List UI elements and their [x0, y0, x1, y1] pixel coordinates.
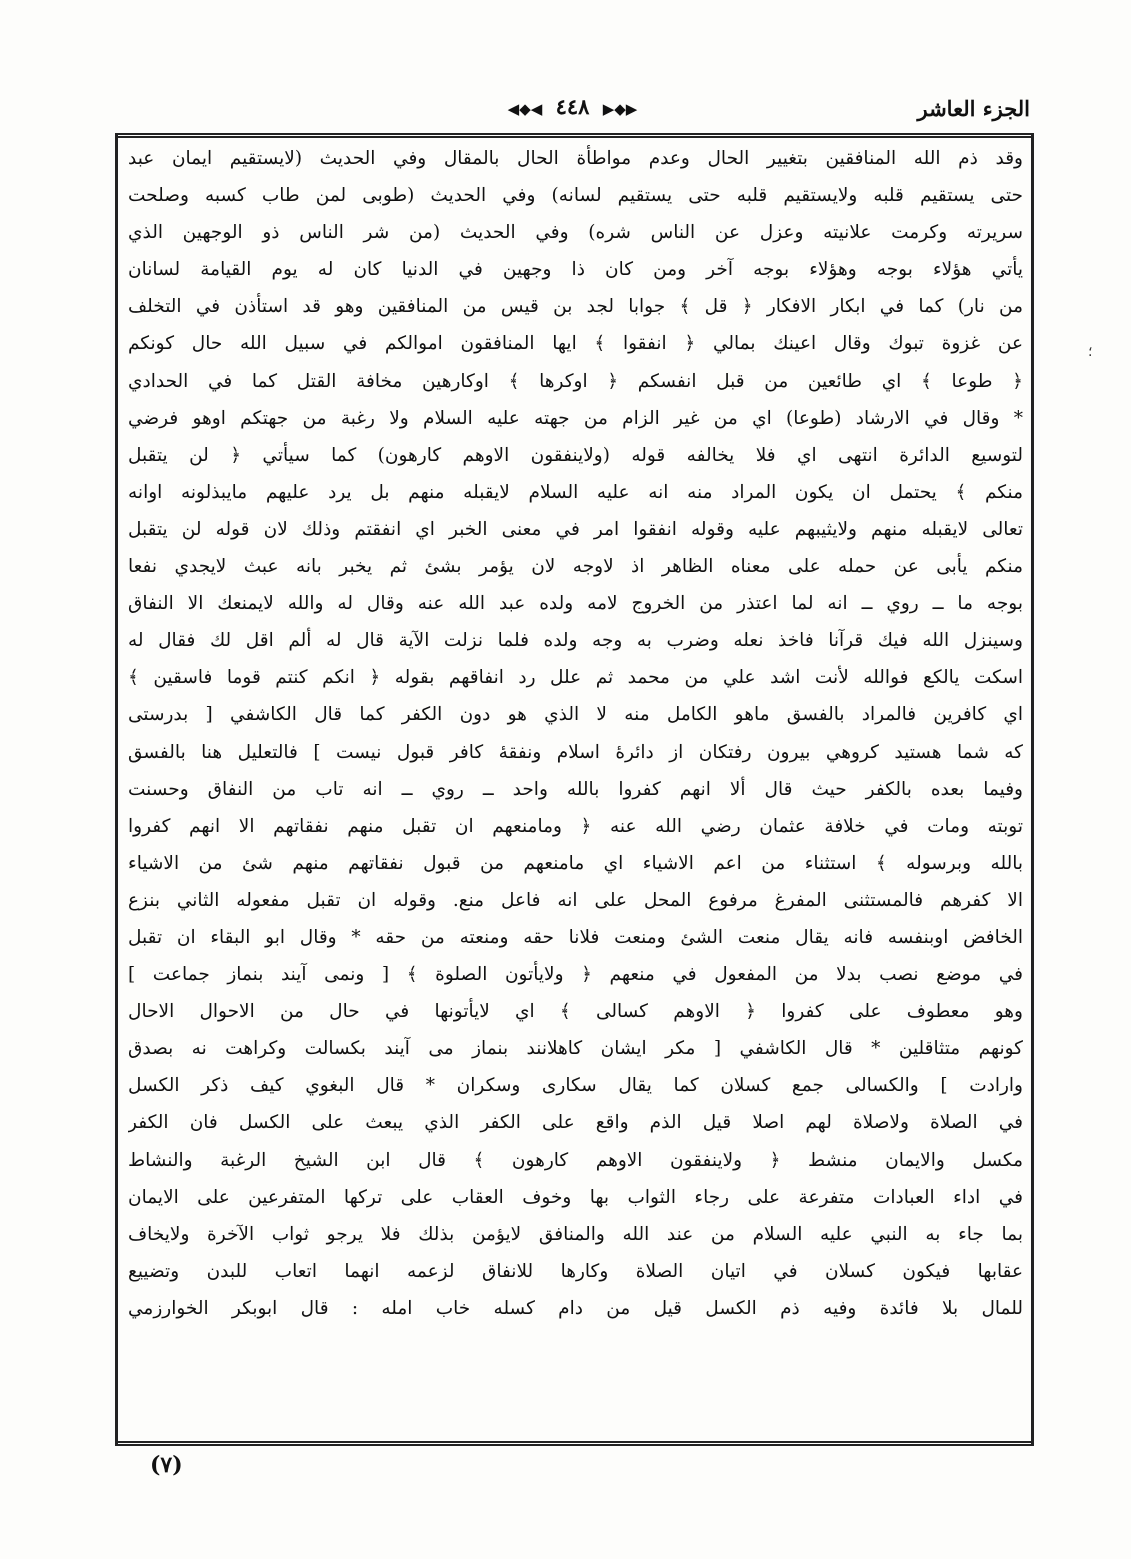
- body-text: [128, 140, 1023, 1440]
- text-line: سريرته وكرمت علانيته وعزل عن الناس شره) وفي الحديث (من شر الناس ذو الوجهين الذي: [128, 222, 1023, 244]
- part-title: الجزء العاشر: [917, 96, 1030, 121]
- text-line: بوجه ما ــ روي ــ انه لما اعتذر من الخروج لامه ولده عبد الله عنه وقال له والله لايمنعك الا النفاق: [128, 593, 1023, 615]
- frame-rule-right: [1031, 133, 1034, 1446]
- text-line: ﴿ طوعا ﴾ اي طائعين من قبل انفسكم ﴿ اوكرها ﴾ اوكارهين مخافة القتل كما في الحدادي: [128, 370, 1023, 392]
- text-line: عن غزوة تبوك وقال اعينك بمالي ﴿ انفقوا ﴾ ايها المنافقون اموالكم في سبيل الله حال كونكم: [128, 333, 1023, 355]
- text-line: كونهم متثاقلين * قال الكاشفي [ مكر ايشان كاهلانند بنماز مى آيند بكسالت وكراهت نه بصدق: [128, 1038, 1023, 1060]
- text-line: الخافض اوبنفسه فانه يقال منعت الشئ ومنعت فلانا حقه ومنعته من حقه * وقال ابو البقاء ان تقبل: [128, 926, 1023, 948]
- text-line: توبته ومات في خلافة عثمان رضي الله عنه ﴿ ومامنعهم ان تقبل منهم نفقاتهم الا انهم كفروا: [128, 815, 1023, 837]
- page-header: [115, 92, 1030, 134]
- text-line: منكم يأبى عن حمله على معناه الظاهر اذ لاوجه لان يؤمر بشئ ثم يخبر بانه عبث لايجدي نفعا: [128, 556, 1023, 578]
- text-line: وفيما بعده بالكفر حيث قال ألا انهم كفروا بالله واحد ــ روي ــ انه تاب من النفاق وحسنت: [128, 778, 1023, 800]
- text-line: في الصلاة ولاصلاة لهم اصلا قيل الذم واقع على الكفر الذي يبعث على الكسل فان الكفر: [128, 1112, 1023, 1134]
- text-line: من نار) كما في ابكار الافكار ﴿ قل ﴾ جوابا لجد بن قيس من المنافقين وهو قد استأذن في التخلف: [128, 296, 1023, 318]
- text-line: منكم ﴾ يحتمل ان يكون المراد منه انه عليه السلام لايقبله منهم بل يرد عليهم مايبذلونه اوانه: [128, 481, 1023, 503]
- text-line: مكسل والايمان منشط ﴿ ولاينفقون الاوهم كارهون ﴾ قال ابن الشيخ الرغبة والنشاط: [128, 1149, 1023, 1171]
- text-line: وهو معطوف على كفروا ﴿ الاوهم كسالى ﴾ اي لايأتونها في حال من الاحوال الاحال: [128, 1001, 1023, 1023]
- text-line: كه شما هستيد كروهي بيرون رفتكان از دائرهٔ اسلام ونفقهٔ كافر قبول نيست ] فالتعليل هنا بالفسق: [128, 741, 1023, 763]
- text-line: وارادت ] والكسالى جمع كسلان كما يقال سكارى وسكران * قال البغوي كيف ذكر الكسل: [128, 1075, 1023, 1097]
- text-line: لتوسيع الدائرة انتهى اي فلا يخالفه قوله (ولاينفقون الاوهم كارهون) كما سيأتي ﴿ لن يتقبل: [128, 444, 1023, 466]
- text-line: تعالى لايقبله منهم ولايثيبهم عليه وقوله انفقوا امر في معنى الخبر اي انفقتم وذلك لان قوله لن يتقبل: [128, 518, 1023, 540]
- text-line: حتى يستقيم قلبه ولايستقيم قلبه حتى يستقيم لسانه) وفي الحديث (طوبى لمن طاب كسبه وصلحت: [128, 185, 1023, 207]
- text-line: اسكت يالكع فوالله لأنت اشد علي من محمد ثم علل رد انفاقهم بقوله ﴿ انكم كنتم قوما فاسقين ﴾: [128, 667, 1023, 689]
- text-line: اي كافرين فالمراد بالفسق ماهو الكامل منه لا الذي هو دون الكفر كما قال الكاشفي [ بدرستى: [128, 704, 1023, 726]
- page-number: ٤٤٨: [555, 94, 590, 119]
- text-line: بالله وبرسوله ﴾ استثناء من اعم الاشياء اي مامنعهم من قبول نفقاتهم منهم شئ من الاشياء: [128, 852, 1023, 874]
- page-number-group: [115, 94, 1030, 119]
- ornament-right-icon: ◀◆◀: [507, 100, 543, 118]
- margin-mark: ؛: [1088, 344, 1093, 360]
- text-line: للمال بلا فائدة وفيه ذم الكسل قيل من دام كسله خاب امله : قال ابوبكر الخوارزمي: [128, 1297, 1023, 1319]
- text-line: عقابها فيكون كسلان في اتيان الصلاة وكارها للانفاق لزعمه انهما اتعاب للبدن وتضييع: [128, 1260, 1023, 1282]
- text-line: وقد ذم الله المنافقين بتغيير الحال وعدم مواطأة الحال بالمقال وفي الحديث (لايستقيم ايمان عبد: [128, 148, 1023, 169]
- text-line: * وقال في الارشاد (طوعا) اي من غير الزام من جهته عليه السلام ولا رغبة من جهتكم اوهو فرضي: [128, 407, 1023, 429]
- text-line: يأتي هؤلاء بوجه وهؤلاء بوجه آخر ومن كان ذا وجهين في الدنيا كان له يوم القيامة لسانان: [128, 259, 1023, 281]
- text-line: الا كفرهم فالمستثنى المفرغ مرفوع المحل على انه فاعل منع. وقوله ان تقبل مفعوله الثاني بنزع: [128, 889, 1023, 911]
- text-line: في موضع نصب بدلا من المفعول في منعهم ﴿ ولايأتون الصلوة ﴾ [ ونمى آيند بنماز جماعت ]: [128, 964, 1023, 986]
- text-line: في اداء العبادات متفرعة على رجاء الثواب بها وخوف العقاب على تركها المتفرعين على الايمان: [128, 1186, 1023, 1208]
- text-line: وسينزل الله فيك قرآنا فاخذ نعله وضرب به وجه ولده فلما نزلت الآية قال له ألم اقل لك فقال له: [128, 630, 1023, 652]
- footer-signature: (٧): [150, 1452, 183, 1478]
- ornament-left-icon: ▶◆▶: [602, 100, 638, 118]
- text-line: بما جاء به النبي عليه السلام من عند الله والمنافق لايؤمن بذلك فلا يرجو ثواب الآخرة ولايخاف: [128, 1223, 1023, 1245]
- frame-rule-left: [115, 133, 118, 1446]
